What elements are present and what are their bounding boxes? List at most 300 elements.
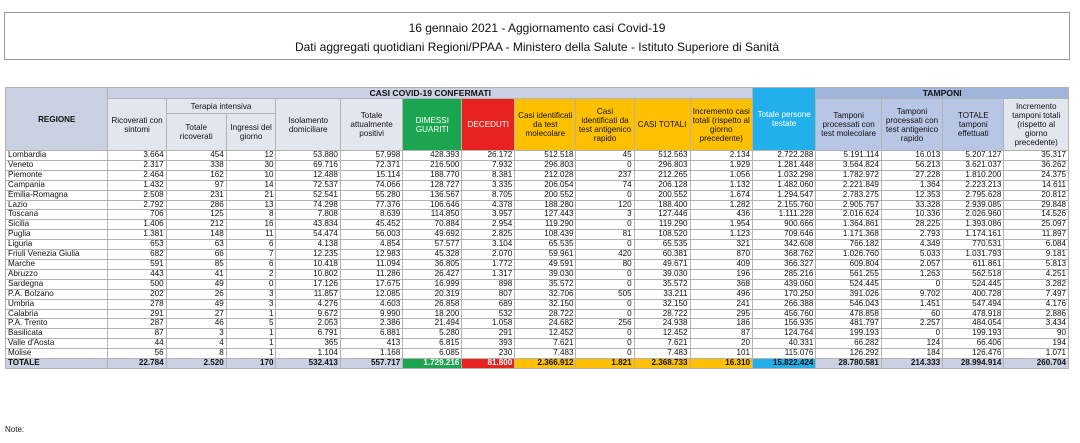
cell-value: 212.028 xyxy=(515,170,576,180)
cell-value: 0 xyxy=(576,269,634,279)
col-incremento-tamponi: Incremento tamponi totali (rispetto al giorno precedente) xyxy=(1004,99,1069,151)
cell-value: 9.702 xyxy=(881,289,942,299)
cell-value: 59.961 xyxy=(515,250,576,260)
cell-value: 20 xyxy=(690,339,752,349)
cell-value: 69.716 xyxy=(276,160,340,170)
cell-value: 46 xyxy=(166,319,226,329)
cell-value: 10.336 xyxy=(881,210,942,220)
cell-value: 2.954 xyxy=(462,220,515,230)
cell-value: 170 xyxy=(226,359,276,369)
table-row xyxy=(6,180,1069,190)
cell-value: 611.861 xyxy=(943,259,1004,269)
cell-value: 136.567 xyxy=(403,190,462,200)
cell-value: 1.772 xyxy=(462,259,515,269)
cell-value: 689 xyxy=(462,299,515,309)
cell-value: 12.983 xyxy=(340,250,402,260)
cell-value: 7.621 xyxy=(634,339,690,349)
cell-value: 7.621 xyxy=(515,339,576,349)
cell-value: 5.280 xyxy=(403,329,462,339)
cell-value: 505 xyxy=(576,289,634,299)
cell-value: 456.760 xyxy=(752,309,815,319)
cell-value: 1.406 xyxy=(108,220,166,230)
table-row xyxy=(6,190,1069,200)
total-row xyxy=(6,359,1069,369)
cell-value: 4.378 xyxy=(462,200,515,210)
table-row xyxy=(6,259,1069,269)
col-casi-antigenico: Casi identificati da test antigenico rapido xyxy=(576,99,634,151)
cell-value: 287 xyxy=(108,319,166,329)
cell-value: 56.003 xyxy=(340,230,402,240)
cell-value: 338 xyxy=(166,160,226,170)
cell-value: 212.265 xyxy=(634,170,690,180)
table-row xyxy=(6,240,1069,250)
cell-value: 8.639 xyxy=(340,210,402,220)
cell-value: 12.488 xyxy=(276,170,340,180)
cell-value: 28.994.914 xyxy=(943,359,1004,369)
table-row xyxy=(6,210,1069,220)
cell-value: 512.563 xyxy=(634,151,690,161)
col-casi-totali: CASI TOTALI xyxy=(634,99,690,151)
cell-value: 11.286 xyxy=(340,269,402,279)
cell-value: 4.349 xyxy=(881,240,942,250)
table-row xyxy=(6,349,1069,359)
cell-value: 11.857 xyxy=(276,289,340,299)
cell-value: 126.476 xyxy=(943,349,1004,359)
cell-value: 1.929 xyxy=(690,160,752,170)
cell-value: 20.812 xyxy=(1004,190,1069,200)
cell-value: 188.280 xyxy=(515,200,576,210)
cell-value: 74.298 xyxy=(276,200,340,210)
cell-value: 7 xyxy=(226,250,276,260)
region-name: Sicilia xyxy=(6,220,108,230)
region-name: Abruzzo xyxy=(6,269,108,279)
cell-value: 17.126 xyxy=(276,279,340,289)
col-casi-molecolare: Casi identificati da test molecolare xyxy=(515,99,576,151)
cell-value: 0 xyxy=(576,240,634,250)
cell-value: 63 xyxy=(166,240,226,250)
cell-value: 49.591 xyxy=(515,259,576,269)
cell-value: 2.221.849 xyxy=(816,180,882,190)
cell-value: 65.535 xyxy=(515,240,576,250)
cell-value: 49 xyxy=(166,279,226,289)
cell-value: 184 xyxy=(881,349,942,359)
note-label: Note: xyxy=(5,425,25,434)
region-name: Valle d'Aosta xyxy=(6,339,108,349)
cell-value: 2.386 xyxy=(340,319,402,329)
cell-value: 15.822.424 xyxy=(752,359,815,369)
region-name: TOTALE xyxy=(6,359,108,369)
cell-value: 2.792 xyxy=(108,200,166,210)
cell-value: 127.446 xyxy=(634,210,690,220)
report-title: 16 gennaio 2021 - Aggiornamento casi Covid-19 xyxy=(408,21,666,35)
cell-value: 186 xyxy=(690,319,752,329)
cell-value: 66 xyxy=(166,250,226,260)
cell-value: 709.646 xyxy=(752,230,815,240)
cell-value: 8 xyxy=(226,210,276,220)
cell-value: 15.114 xyxy=(340,170,402,180)
cell-value: 3 xyxy=(226,299,276,309)
cell-value: 5.191.114 xyxy=(816,151,882,161)
cell-value: 420 xyxy=(576,250,634,260)
cell-value: 3.282 xyxy=(1004,279,1069,289)
cell-value: 2 xyxy=(226,269,276,279)
cell-value: 70.884 xyxy=(403,220,462,230)
region-name: Puglia xyxy=(6,230,108,240)
cell-value: 17.675 xyxy=(340,279,402,289)
cell-value: 1.281.448 xyxy=(752,160,815,170)
report-header xyxy=(4,12,1070,60)
cell-value: 770.531 xyxy=(943,240,1004,250)
cell-value: 36.805 xyxy=(403,259,462,269)
cell-value: 0 xyxy=(576,190,634,200)
cell-value: 106.646 xyxy=(403,200,462,210)
cell-value: 53.880 xyxy=(276,151,340,161)
cell-value: 481.797 xyxy=(816,319,882,329)
cell-value: 2.793 xyxy=(881,230,942,240)
cell-value: 291 xyxy=(108,309,166,319)
cell-value: 114.850 xyxy=(403,210,462,220)
cell-value: 1.282 xyxy=(690,200,752,210)
cell-value: 206.054 xyxy=(515,180,576,190)
cell-value: 4.176 xyxy=(1004,299,1069,309)
cell-value: 214.333 xyxy=(881,359,942,369)
cell-value: 27 xyxy=(166,309,226,319)
cell-value: 3.621.037 xyxy=(943,160,1004,170)
cell-value: 156.935 xyxy=(752,319,815,329)
cell-value: 393 xyxy=(462,339,515,349)
cell-value: 90 xyxy=(1004,329,1069,339)
cell-value: 0 xyxy=(576,299,634,309)
cell-value: 2.508 xyxy=(108,190,166,200)
cell-value: 196 xyxy=(690,269,752,279)
cell-value: 1.104 xyxy=(276,349,340,359)
cell-value: 32.150 xyxy=(634,299,690,309)
group-confermati: CASI COVID-19 CONFERMATI xyxy=(108,88,753,99)
cell-value: 60.381 xyxy=(634,250,690,260)
cell-value: 29.848 xyxy=(1004,200,1069,210)
cell-value: 11.897 xyxy=(1004,230,1069,240)
cell-value: 237 xyxy=(576,170,634,180)
region-name: P.A. Bolzano xyxy=(6,289,108,299)
col-persone-testate: Totale persone testate xyxy=(752,88,815,151)
cell-value: 3.564.824 xyxy=(816,160,882,170)
cell-value: 87 xyxy=(690,329,752,339)
group-tamponi: TAMPONI xyxy=(816,88,1069,99)
cell-value: 28.722 xyxy=(634,309,690,319)
cell-value: 0 xyxy=(576,160,634,170)
cell-value: 12.452 xyxy=(515,329,576,339)
cell-value: 8.705 xyxy=(462,190,515,200)
cell-value: 57.577 xyxy=(403,240,462,250)
cell-value: 25.097 xyxy=(1004,220,1069,230)
col-regione: REGIONE xyxy=(6,88,108,151)
cell-value: 199.193 xyxy=(943,329,1004,339)
cell-value: 2.057 xyxy=(881,259,942,269)
cell-value: 41 xyxy=(166,269,226,279)
col-attualmente-positivi: Totale attualmente positivi xyxy=(340,99,402,151)
col-deceduti: DECEDUTI xyxy=(462,99,515,151)
cell-value: 391.026 xyxy=(816,289,882,299)
cell-value: 512.518 xyxy=(515,151,576,161)
cell-value: 45 xyxy=(576,151,634,161)
cell-value: 26.427 xyxy=(403,269,462,279)
cell-value: 443 xyxy=(108,269,166,279)
cell-value: 256 xyxy=(576,319,634,329)
cell-value: 3 xyxy=(166,329,226,339)
cell-value: 128.727 xyxy=(403,180,462,190)
cell-value: 0 xyxy=(576,329,634,339)
cell-value: 81 xyxy=(576,230,634,240)
cell-value: 2.223.213 xyxy=(943,180,1004,190)
cell-value: 532 xyxy=(462,309,515,319)
cell-value: 81.800 xyxy=(462,359,515,369)
cell-value: 0 xyxy=(576,349,634,359)
cell-value: 286 xyxy=(166,200,226,210)
cell-value: 524.445 xyxy=(816,279,882,289)
cell-value: 3.434 xyxy=(1004,319,1069,329)
cell-value: 3 xyxy=(576,210,634,220)
cell-value: 124 xyxy=(881,339,942,349)
cell-value: 16.013 xyxy=(881,151,942,161)
region-name: Piemonte xyxy=(6,170,108,180)
cell-value: 43.834 xyxy=(276,220,340,230)
cell-value: 170.250 xyxy=(752,289,815,299)
cell-value: 295 xyxy=(690,309,752,319)
cell-value: 1 xyxy=(226,329,276,339)
cell-value: 49.671 xyxy=(634,259,690,269)
region-name: Lazio xyxy=(6,200,108,210)
cell-value: 6.881 xyxy=(340,329,402,339)
cell-value: 24.682 xyxy=(515,319,576,329)
table-row xyxy=(6,269,1069,279)
cell-value: 148 xyxy=(166,230,226,240)
cell-value: 3.957 xyxy=(462,210,515,220)
cell-value: 39.030 xyxy=(515,269,576,279)
cell-value: 124.764 xyxy=(752,329,815,339)
cell-value: 200.552 xyxy=(634,190,690,200)
cell-value: 22.784 xyxy=(108,359,166,369)
cell-value: 16.999 xyxy=(403,279,462,289)
cell-value: 56 xyxy=(108,349,166,359)
cell-value: 57.998 xyxy=(340,151,402,161)
cell-value: 653 xyxy=(108,240,166,250)
cell-value: 1.393.086 xyxy=(943,220,1004,230)
cell-value: 5.033 xyxy=(881,250,942,260)
cell-value: 9.181 xyxy=(1004,250,1069,260)
cell-value: 870 xyxy=(690,250,752,260)
cell-value: 126.292 xyxy=(816,349,882,359)
cell-value: 7.483 xyxy=(515,349,576,359)
region-name: Toscana xyxy=(6,210,108,220)
cell-value: 546.043 xyxy=(816,299,882,309)
cell-value: 0 xyxy=(576,279,634,289)
cell-value: 296.803 xyxy=(515,160,576,170)
cell-value: 557.717 xyxy=(340,359,402,369)
cell-value: 241 xyxy=(690,299,752,309)
cell-value: 436 xyxy=(690,210,752,220)
cell-value: 49 xyxy=(166,299,226,309)
cell-value: 11.094 xyxy=(340,259,402,269)
cell-value: 706 xyxy=(108,210,166,220)
cell-value: 532.413 xyxy=(276,359,340,369)
cell-value: 12.085 xyxy=(340,289,402,299)
region-name: Veneto xyxy=(6,160,108,170)
region-name: Lombardia xyxy=(6,151,108,161)
cell-value: 1.364.861 xyxy=(816,220,882,230)
cell-value: 28.722 xyxy=(515,309,576,319)
cell-value: 609.804 xyxy=(816,259,882,269)
cell-value: 26 xyxy=(166,289,226,299)
cell-value: 260.704 xyxy=(1004,359,1069,369)
cell-value: 266.388 xyxy=(752,299,815,309)
cell-value: 97 xyxy=(166,180,226,190)
cell-value: 45.452 xyxy=(340,220,402,230)
cell-value: 1.071 xyxy=(1004,349,1069,359)
col-ingressi: Ingressi del giorno xyxy=(226,114,276,151)
cell-value: 682 xyxy=(108,250,166,260)
cell-value: 44 xyxy=(108,339,166,349)
cell-value: 3.664 xyxy=(108,151,166,161)
cell-value: 5 xyxy=(226,319,276,329)
cell-value: 291 xyxy=(462,329,515,339)
table-row xyxy=(6,329,1069,339)
cell-value: 1.058 xyxy=(462,319,515,329)
cell-value: 194 xyxy=(1004,339,1069,349)
cell-value: 2.070 xyxy=(462,250,515,260)
cell-value: 21 xyxy=(226,190,276,200)
cell-value: 1.171.368 xyxy=(816,230,882,240)
region-name: Marche xyxy=(6,259,108,269)
cell-value: 66.282 xyxy=(816,339,882,349)
cell-value: 562.518 xyxy=(943,269,1004,279)
cell-value: 496 xyxy=(690,289,752,299)
cell-value: 6.815 xyxy=(403,339,462,349)
cell-value: 6.085 xyxy=(403,349,462,359)
col-dimessi: DIMESSI GUARITI xyxy=(403,99,462,151)
cell-value: 898 xyxy=(462,279,515,289)
cell-value: 2.905.757 xyxy=(816,200,882,210)
cell-value: 18.200 xyxy=(403,309,462,319)
cell-value: 9.672 xyxy=(276,309,340,319)
cell-value: 1.056 xyxy=(690,170,752,180)
cell-value: 7.932 xyxy=(462,160,515,170)
cell-value: 12.452 xyxy=(634,329,690,339)
cell-value: 2.939.085 xyxy=(943,200,1004,210)
cell-value: 2.368.733 xyxy=(634,359,690,369)
cell-value: 26.172 xyxy=(462,151,515,161)
cell-value: 2.317 xyxy=(108,160,166,170)
cell-value: 1.123 xyxy=(690,230,752,240)
cell-value: 7.497 xyxy=(1004,289,1069,299)
cell-value: 49.692 xyxy=(403,230,462,240)
cell-value: 65.535 xyxy=(634,240,690,250)
cell-value: 202 xyxy=(108,289,166,299)
cell-value: 7.808 xyxy=(276,210,340,220)
cell-value: 108.439 xyxy=(515,230,576,240)
cell-value: 74 xyxy=(576,180,634,190)
cell-value: 2.520 xyxy=(166,359,226,369)
cell-value: 2.464 xyxy=(108,170,166,180)
region-name: Liguria xyxy=(6,240,108,250)
cell-value: 2.886 xyxy=(1004,309,1069,319)
col-ricoverati: Ricoverati con sintomi xyxy=(108,99,166,151)
region-name: Umbria xyxy=(6,299,108,309)
cell-value: 32.706 xyxy=(515,289,576,299)
cell-value: 1.032.298 xyxy=(752,170,815,180)
cell-value: 119.290 xyxy=(515,220,576,230)
cell-value: 108.520 xyxy=(634,230,690,240)
cell-value: 85 xyxy=(166,259,226,269)
cell-value: 212 xyxy=(166,220,226,230)
cell-value: 321 xyxy=(690,240,752,250)
cell-value: 807 xyxy=(462,289,515,299)
table-row xyxy=(6,309,1069,319)
cell-value: 60 xyxy=(881,309,942,319)
cell-value: 35.572 xyxy=(634,279,690,289)
cell-value: 428.393 xyxy=(403,151,462,161)
cell-value: 16 xyxy=(226,220,276,230)
region-name: Molise xyxy=(6,349,108,359)
cell-value: 478.918 xyxy=(943,309,1004,319)
cell-value: 35.317 xyxy=(1004,151,1069,161)
group-terapia: Terapia intensiva xyxy=(166,99,276,114)
cell-value: 1.168 xyxy=(340,349,402,359)
cell-value: 439.060 xyxy=(752,279,815,289)
cell-value: 188.400 xyxy=(634,200,690,210)
cell-value: 2.257 xyxy=(881,319,942,329)
cell-value: 162 xyxy=(166,170,226,180)
cell-value: 40.331 xyxy=(752,339,815,349)
col-tamponi-molecolare: Tamponi processati con test molecolare xyxy=(816,99,882,151)
cell-value: 6 xyxy=(226,240,276,250)
cell-value: 0 xyxy=(576,339,634,349)
table-row xyxy=(6,151,1069,161)
cell-value: 5.207.127 xyxy=(943,151,1004,161)
region-name: Basilicata xyxy=(6,329,108,339)
cell-value: 200.552 xyxy=(515,190,576,200)
cell-value: 6.084 xyxy=(1004,240,1069,250)
report-subtitle: Dati aggregati quotidiani Regioni/PPAA - Ministero della Salute - Istituto Superiore di Sanità xyxy=(294,40,780,54)
cell-value: 10.802 xyxy=(276,269,340,279)
cell-value: 20.319 xyxy=(403,289,462,299)
col-tamponi-antigenico: Tamponi processati con test antigenico rapido xyxy=(881,99,942,151)
cell-value: 3.104 xyxy=(462,240,515,250)
cell-value: 900.666 xyxy=(752,220,815,230)
cell-value: 80 xyxy=(576,259,634,269)
covid-table xyxy=(5,87,1069,369)
cell-value: 10 xyxy=(226,170,276,180)
cell-value: 39.030 xyxy=(634,269,690,279)
region-name: Campania xyxy=(6,180,108,190)
cell-value: 206.128 xyxy=(634,180,690,190)
cell-value: 561.255 xyxy=(816,269,882,279)
cell-value: 74.066 xyxy=(340,180,402,190)
table-row xyxy=(6,299,1069,309)
cell-value: 21.494 xyxy=(403,319,462,329)
cell-value: 72.371 xyxy=(340,160,402,170)
cell-value: 115.076 xyxy=(752,349,815,359)
cell-value: 1.821 xyxy=(576,359,634,369)
cell-value: 368.762 xyxy=(752,250,815,260)
cell-value: 2.783.275 xyxy=(816,190,882,200)
cell-value: 28.780.581 xyxy=(816,359,882,369)
region-name: Sardegna xyxy=(6,279,108,289)
cell-value: 24.938 xyxy=(634,319,690,329)
cell-value: 1 xyxy=(226,339,276,349)
cell-value: 2.155.760 xyxy=(752,200,815,210)
cell-value: 0 xyxy=(576,220,634,230)
cell-value: 4.251 xyxy=(1004,269,1069,279)
